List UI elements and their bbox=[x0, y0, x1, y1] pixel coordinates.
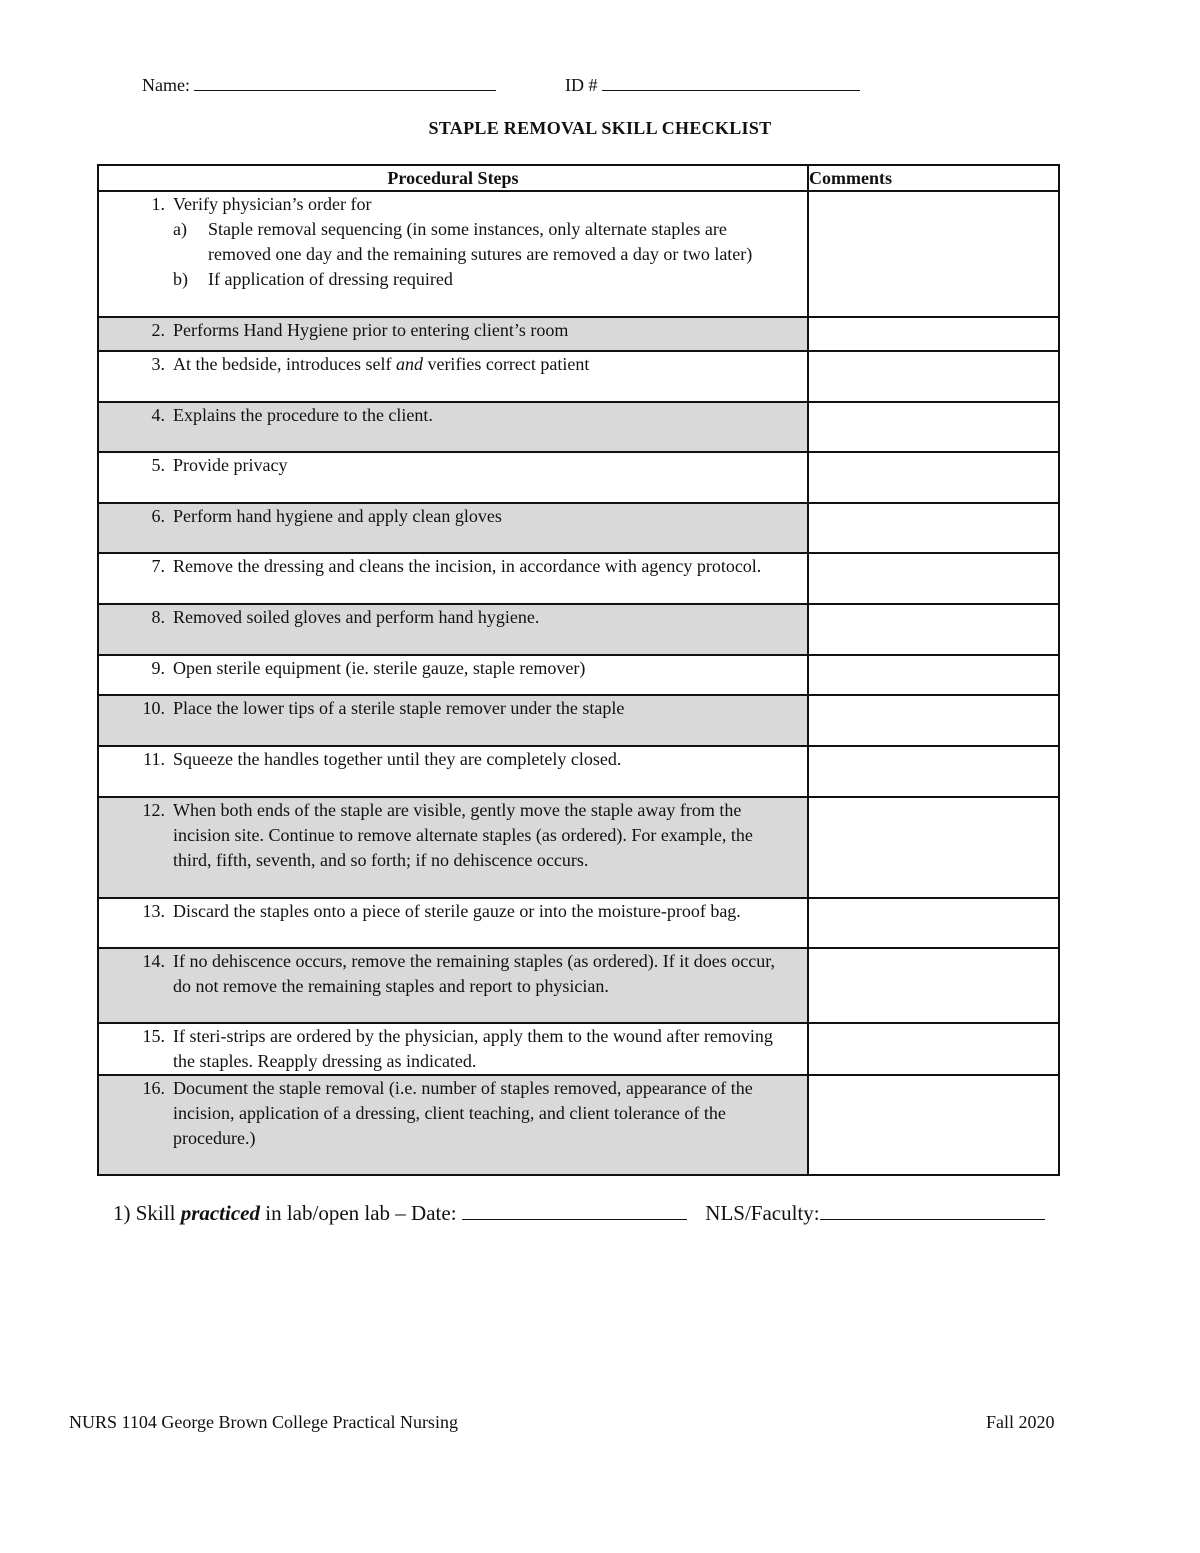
table-row bbox=[98, 553, 1059, 604]
step-text bbox=[173, 899, 807, 924]
table-row bbox=[98, 655, 1059, 695]
comment-cell[interactable] bbox=[808, 317, 1059, 351]
step-text bbox=[173, 554, 807, 579]
step-cell bbox=[98, 797, 808, 898]
comment-cell[interactable] bbox=[808, 797, 1059, 898]
sub-item bbox=[173, 267, 787, 292]
practice-middle: in lab/open lab – Date: bbox=[260, 1201, 462, 1225]
step-number: 6. bbox=[151, 506, 165, 526]
step-13 bbox=[99, 899, 807, 924]
step-3 bbox=[99, 352, 807, 377]
comment-cell[interactable] bbox=[808, 695, 1059, 746]
comment-cell[interactable] bbox=[808, 402, 1059, 452]
step-text bbox=[173, 453, 807, 478]
step-cell bbox=[98, 604, 808, 655]
sub-item-text: If application of dressing required bbox=[208, 269, 453, 289]
step-9 bbox=[99, 656, 807, 681]
comment-cell[interactable] bbox=[808, 503, 1059, 553]
step-number: 4. bbox=[151, 405, 165, 425]
step-main-text: Remove the dressing and cleans the incision, in accordance with agency protocol. bbox=[173, 556, 762, 576]
comment-cell[interactable] bbox=[808, 553, 1059, 604]
table-row bbox=[98, 402, 1059, 452]
step-cell bbox=[98, 898, 808, 948]
step-number: 2. bbox=[151, 320, 165, 340]
step-cell bbox=[98, 503, 808, 553]
step-cell bbox=[98, 1075, 808, 1175]
comment-cell[interactable] bbox=[808, 746, 1059, 797]
step-14 bbox=[99, 949, 807, 999]
id-label: ID # bbox=[565, 75, 598, 95]
step-main-text: Squeeze the handles together until they are completely closed. bbox=[173, 749, 622, 769]
table-row bbox=[98, 191, 1059, 317]
practice-emphasis: practiced bbox=[180, 1201, 260, 1225]
step-5 bbox=[99, 453, 807, 478]
step-main-text: Removed soiled gloves and perform hand hygiene. bbox=[173, 607, 540, 627]
step-cell bbox=[98, 948, 808, 1023]
step-text bbox=[173, 192, 807, 292]
step-main-text: Document the staple removal (i.e. number of staples removed, appearance of the incision, application of a dressing, client teaching, and client tolerance of the procedure.) bbox=[173, 1078, 753, 1148]
step-7 bbox=[99, 554, 807, 579]
step-cell bbox=[98, 402, 808, 452]
step-6 bbox=[99, 504, 807, 529]
step-text-emphasis: and bbox=[395, 354, 423, 374]
comment-cell[interactable] bbox=[808, 604, 1059, 655]
name-label: Name: bbox=[142, 75, 190, 95]
step-main-text: Provide privacy bbox=[173, 455, 288, 475]
step-12 bbox=[99, 798, 807, 873]
step-4 bbox=[99, 403, 807, 428]
step-cell bbox=[98, 695, 808, 746]
step-cell bbox=[98, 746, 808, 797]
step-1 bbox=[99, 192, 807, 292]
step-number: 9. bbox=[151, 658, 165, 678]
practice-prefix: 1) Skill bbox=[113, 1201, 181, 1225]
table-row bbox=[98, 948, 1059, 1023]
col-comments-header: Comments bbox=[808, 165, 1059, 191]
table-row bbox=[98, 317, 1059, 351]
footer-course: NURS 1104 George Brown College Practical Nursing bbox=[69, 1412, 458, 1432]
name-blank[interactable] bbox=[194, 72, 496, 91]
id-line bbox=[565, 72, 860, 96]
sub-item-text: Staple removal sequencing (in some instances, only alternate staples are removed one day and the remaining sutures are removed a day or two later) bbox=[208, 219, 753, 264]
col-steps-header: Procedural Steps bbox=[98, 165, 808, 191]
step-10 bbox=[99, 696, 807, 721]
step-text bbox=[173, 696, 807, 721]
step-text bbox=[173, 1024, 807, 1074]
step-number: 11. bbox=[143, 749, 165, 769]
step-main-text: If steri-strips are ordered by the physician, apply them to the wound after removing the staples. Reapply dressing as indicated. bbox=[173, 1026, 773, 1071]
step-text bbox=[173, 318, 807, 343]
step-15 bbox=[99, 1024, 807, 1074]
table-row bbox=[98, 746, 1059, 797]
step-cell bbox=[98, 317, 808, 351]
comment-cell[interactable] bbox=[808, 655, 1059, 695]
step-11 bbox=[99, 747, 807, 772]
step-16 bbox=[99, 1076, 807, 1151]
step-text bbox=[173, 403, 807, 428]
step-cell bbox=[98, 1023, 808, 1075]
step-cell bbox=[98, 553, 808, 604]
table-row bbox=[98, 898, 1059, 948]
comment-cell[interactable] bbox=[808, 191, 1059, 317]
comment-cell[interactable] bbox=[808, 948, 1059, 1023]
comment-cell[interactable] bbox=[808, 351, 1059, 402]
step-8 bbox=[99, 605, 807, 630]
table-row bbox=[98, 1023, 1059, 1075]
sub-item-letter: a) bbox=[173, 219, 187, 239]
step-number: 15. bbox=[142, 1026, 165, 1046]
step-main-text: Verify physician’s order for bbox=[173, 194, 372, 214]
sub-item-letter: b) bbox=[173, 269, 188, 289]
step-main-text: Open sterile equipment (ie. sterile gauze, staple remover) bbox=[173, 658, 586, 678]
table-row bbox=[98, 452, 1059, 503]
faculty-blank[interactable] bbox=[820, 1199, 1045, 1220]
comment-cell[interactable] bbox=[808, 452, 1059, 503]
step-number: 14. bbox=[142, 951, 165, 971]
page-title: STAPLE REMOVAL SKILL CHECKLIST bbox=[428, 118, 772, 138]
step-main-text: Place the lower tips of a sterile staple remover under the staple bbox=[173, 698, 625, 718]
step-main-text: Performs Hand Hygiene prior to entering client’s room bbox=[173, 320, 569, 340]
step-main-text: Discard the staples onto a piece of sterile gauze or into the moisture-proof bag. bbox=[173, 901, 741, 921]
step-cell bbox=[98, 351, 808, 402]
step-text-before: At the bedside, introduces self bbox=[173, 354, 396, 374]
footer-term: Fall 2020 bbox=[986, 1412, 1055, 1432]
step-text bbox=[173, 504, 807, 529]
step-text-after: verifies correct patient bbox=[422, 354, 590, 374]
step-main-text: Explains the procedure to the client. bbox=[173, 405, 433, 425]
checklist-table bbox=[97, 164, 1060, 1176]
sub-item bbox=[173, 217, 787, 267]
date-blank[interactable] bbox=[462, 1199, 687, 1220]
table-row bbox=[98, 695, 1059, 746]
step-number: 1. bbox=[151, 194, 165, 214]
comment-cell[interactable] bbox=[808, 1023, 1059, 1075]
step-2 bbox=[99, 318, 807, 343]
table-row bbox=[98, 604, 1059, 655]
step-number: 8. bbox=[151, 607, 165, 627]
step-text bbox=[173, 949, 807, 999]
step-number: 3. bbox=[151, 354, 165, 374]
name-line bbox=[142, 72, 496, 96]
practice-line bbox=[113, 1199, 1045, 1226]
comment-cell[interactable] bbox=[808, 1075, 1059, 1175]
table-header-row bbox=[98, 165, 1059, 191]
step-main-text: Perform hand hygiene and apply clean gloves bbox=[173, 506, 502, 526]
table-row bbox=[98, 797, 1059, 898]
table-row bbox=[98, 351, 1059, 402]
id-blank[interactable] bbox=[602, 72, 860, 91]
step-number: 10. bbox=[142, 698, 165, 718]
table-row bbox=[98, 503, 1059, 553]
step-text bbox=[173, 1076, 807, 1151]
comment-cell[interactable] bbox=[808, 898, 1059, 948]
step-number: 12. bbox=[142, 800, 165, 820]
step-text bbox=[173, 747, 807, 772]
step-cell bbox=[98, 452, 808, 503]
step-number: 13. bbox=[142, 901, 165, 921]
step-text bbox=[173, 605, 807, 630]
step-number: 7. bbox=[151, 556, 165, 576]
faculty-label: NLS/Faculty: bbox=[705, 1201, 820, 1225]
step-main-text: If no dehiscence occurs, remove the remaining staples (as ordered). If it does occur, do not remove the remaining staples and report to physician. bbox=[173, 951, 776, 996]
step-main-text: When both ends of the staple are visible, gently move the staple away from the incision site. Continue to remove alternate staples (as ordered). For example, the third, fifth, seventh, and so forth; if no dehiscence occurs. bbox=[173, 800, 753, 870]
table-row bbox=[98, 1075, 1059, 1175]
step-text bbox=[173, 352, 807, 377]
step-text bbox=[173, 798, 807, 873]
step-text bbox=[173, 656, 807, 681]
step-number: 5. bbox=[151, 455, 165, 475]
step-cell bbox=[98, 655, 808, 695]
step-number: 16. bbox=[142, 1078, 165, 1098]
step-cell bbox=[98, 191, 808, 317]
